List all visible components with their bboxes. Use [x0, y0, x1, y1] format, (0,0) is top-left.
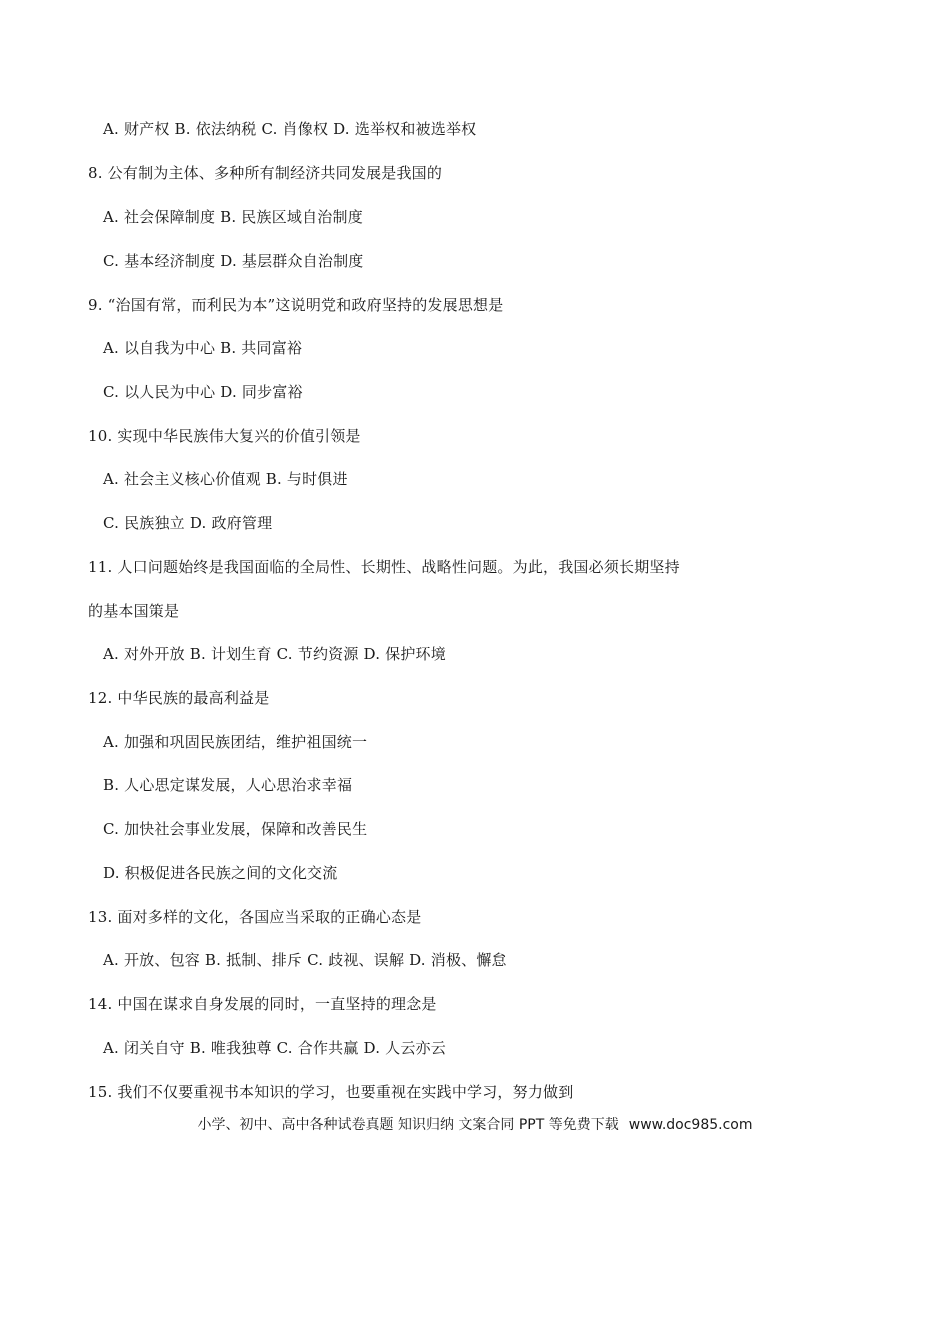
q11-stem-line2: 的基本国策是: [88, 602, 180, 620]
q11-stem-line1: 11. 人口问题始终是我国面临的全局性、长期性、战略性问题。为此，我国必须长期坚持: [88, 558, 680, 576]
q10-stem: 10. 实现中华民族伟大复兴的价值引领是: [88, 427, 361, 445]
q8-options-ab: A. 社会保障制度 B. 民族区域自治制度: [103, 208, 363, 226]
q13-options: A. 开放、包容 B. 抵制、排斥 C. 歧视、误解 D. 消极、懈怠: [103, 951, 507, 969]
footer-url: www.doc985.com: [628, 1117, 753, 1133]
page-footer: [0, 1115, 950, 1135]
q8-stem: 8. 公有制为主体、多种所有制经济共同发展是我国的: [88, 164, 443, 182]
q9-options-cd: C. 以人民为中心 D. 同步富裕: [103, 383, 303, 401]
q13-stem: 13. 面对多样的文化，各国应当采取的正确心态是: [88, 908, 422, 926]
q10-options-ab: A. 社会主义核心价值观 B. 与时俱进: [103, 470, 348, 488]
q10-options-cd: C. 民族独立 D. 政府管理: [103, 514, 273, 532]
q9-options-ab: A. 以自我为中心 B. 共同富裕: [103, 339, 303, 357]
q15-stem: 15. 我们不仅要重视书本知识的学习，也要重视在实践中学习，努力做到: [88, 1083, 574, 1101]
q12-option-c: C. 加快社会事业发展，保障和改善民生: [103, 820, 368, 838]
q9-stem: 9. “治国有常，而利民为本”这说明党和政府坚持的发展思想是: [88, 296, 504, 314]
q12-option-d: D. 积极促进各民族之间的文化交流: [103, 864, 338, 882]
q14-stem: 14. 中国在谋求自身发展的同时，一直坚持的理念是: [88, 995, 437, 1013]
q11-options: A. 对外开放 B. 计划生育 C. 节约资源 D. 保护环境: [103, 645, 446, 663]
q14-options: A. 闭关自守 B. 唯我独尊 C. 合作共赢 D. 人云亦云: [103, 1039, 446, 1057]
q12-option-b: B. 人心思定谋发展，人心思治求幸福: [103, 776, 353, 794]
q7-options: A. 财产权 B. 依法纳税 C. 肖像权 D. 选举权和被选举权: [103, 120, 477, 138]
footer-text: 小学、初中、高中各种试卷真题 知识归纳 文案合同 PPT 等免费下载: [197, 1117, 619, 1133]
q12-option-a: A. 加强和巩固民族团结，维护祖国统一: [103, 733, 368, 751]
q8-options-cd: C. 基本经济制度 D. 基层群众自治制度: [103, 252, 364, 270]
q12-stem: 12. 中华民族的最高利益是: [88, 689, 270, 707]
